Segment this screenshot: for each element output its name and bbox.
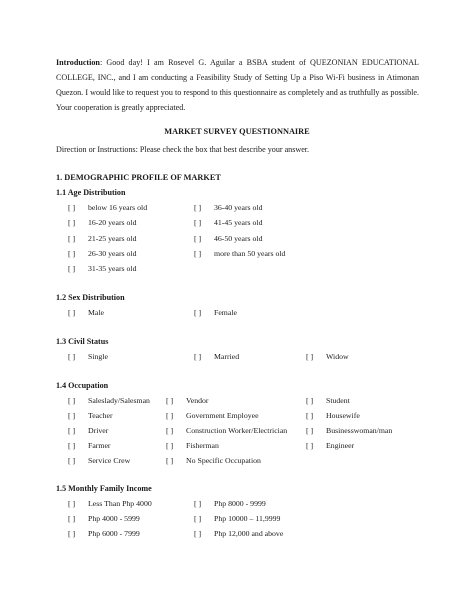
occupation-option[interactable]: [ ] Teacher xyxy=(68,411,113,420)
civil-option[interactable]: [ ] Single xyxy=(68,352,108,361)
checkbox[interactable]: [ ] xyxy=(68,456,76,465)
checkbox[interactable]: [ ] xyxy=(68,264,76,273)
sex-option[interactable]: [ ] Male xyxy=(68,308,105,317)
checkbox[interactable]: [ ] xyxy=(68,203,76,212)
checkbox[interactable]: [ ] xyxy=(194,514,202,523)
income-option[interactable]: [ ] Php 12,000 and above xyxy=(194,529,284,538)
checkbox[interactable]: [ ] xyxy=(194,218,202,227)
occupation-option[interactable]: [ ] Businesswoman/man xyxy=(306,426,393,435)
income-option[interactable]: [ ] Php 8000 - 9999 xyxy=(194,499,266,508)
checkbox[interactable]: [ ] xyxy=(306,352,314,361)
introduction-paragraph xyxy=(56,55,419,115)
checkbox[interactable]: [ ] xyxy=(68,218,76,227)
checkbox[interactable]: [ ] xyxy=(68,396,76,405)
income-heading: 1.5 Monthly Family Income xyxy=(56,484,152,493)
section-demographic-heading: 1. DEMOGRAPHIC PROFILE OF MARKET xyxy=(56,173,221,182)
occupation-option[interactable]: [ ] Fisherman xyxy=(166,441,219,450)
checkbox[interactable]: [ ] xyxy=(194,499,202,508)
checkbox[interactable]: [ ] xyxy=(166,411,174,420)
checkbox[interactable]: [ ] xyxy=(166,396,174,405)
checkbox[interactable]: [ ] xyxy=(68,234,76,243)
age-heading: 1.1 Age Distribution xyxy=(56,188,126,197)
age-option[interactable]: [ ] 26-30 years old xyxy=(68,249,137,258)
age-option[interactable]: [ ] more than 50 years old xyxy=(194,249,286,258)
age-option[interactable]: [ ] 21-25 years old xyxy=(68,234,137,243)
checkbox[interactable]: [ ] xyxy=(306,396,314,405)
checkbox[interactable]: [ ] xyxy=(194,249,202,258)
income-option[interactable]: [ ] Less Than Php 4000 xyxy=(68,499,152,508)
checkbox[interactable]: [ ] xyxy=(68,411,76,420)
income-option[interactable]: [ ] Php 4000 - 5999 xyxy=(68,514,140,523)
directions-text: Direction or Instructions: Please check the box that best describe your answer. xyxy=(56,145,310,154)
age-option[interactable]: [ ] 46-50 years old xyxy=(194,234,263,243)
checkbox[interactable]: [ ] xyxy=(166,426,174,435)
checkbox[interactable]: [ ] xyxy=(68,352,76,361)
occupation-option[interactable]: [ ] Government Employee xyxy=(166,411,259,420)
checkbox[interactable]: [ ] xyxy=(306,426,314,435)
age-option[interactable]: [ ] 41-45 years old xyxy=(194,218,263,227)
checkbox[interactable]: [ ] xyxy=(194,529,202,538)
occupation-option[interactable]: [ ] Student xyxy=(306,396,350,405)
sex-heading: 1.2 Sex Distribution xyxy=(56,293,125,302)
occupation-option[interactable]: [ ] Service Crew xyxy=(68,456,131,465)
income-option[interactable]: [ ] Php 6000 - 7999 xyxy=(68,529,140,538)
age-option[interactable]: [ ] 16-20 years old xyxy=(68,218,137,227)
introduction-label: Introduction xyxy=(56,58,100,67)
income-option[interactable]: [ ] Php 10000 – 11,9999 xyxy=(194,514,281,523)
civil-option[interactable]: [ ] Widow xyxy=(306,352,349,361)
checkbox[interactable]: [ ] xyxy=(194,234,202,243)
age-option[interactable]: [ ] 31-35 years old xyxy=(68,264,137,273)
checkbox[interactable]: [ ] xyxy=(68,529,76,538)
checkbox[interactable]: [ ] xyxy=(306,441,314,450)
civil-option[interactable]: [ ] Married xyxy=(194,352,240,361)
occupation-option[interactable]: [ ] Farmer xyxy=(68,441,111,450)
occupation-option[interactable]: [ ] Construction Worker/Electrician xyxy=(166,426,288,435)
checkbox[interactable]: [ ] xyxy=(68,441,76,450)
checkbox[interactable]: [ ] xyxy=(194,308,202,317)
occupation-option[interactable]: [ ] Saleslady/Salesman xyxy=(68,396,150,405)
occupation-option[interactable]: [ ] Housewife xyxy=(306,411,360,420)
checkbox[interactable]: [ ] xyxy=(68,249,76,258)
checkbox[interactable]: [ ] xyxy=(194,203,202,212)
occupation-option[interactable]: [ ] No Specific Occupation xyxy=(166,456,261,465)
checkbox[interactable]: [ ] xyxy=(166,456,174,465)
civil-heading: 1.3 Civil Status xyxy=(56,337,109,346)
occupation-option[interactable]: [ ] Driver xyxy=(68,426,109,435)
age-option[interactable]: [ ] below 16 years old xyxy=(68,203,148,212)
checkbox[interactable]: [ ] xyxy=(194,352,202,361)
occupation-heading: 1.4 Occupation xyxy=(56,381,109,390)
occupation-option[interactable]: [ ] Vendor xyxy=(166,396,209,405)
age-option[interactable]: [ ] 36-40 years old xyxy=(194,203,263,212)
introduction-text: : Good day! I am Rosevel G. Aguilar a BSBA student of QUEZONIAN EDUCATIONAL COLLEGE, INC., and I am conducting a Feasibility Study of Setting Up a Piso Wi-Fi business in Atimonan Quezon. I would like to request you to respond to this questionnaire as completely and as truthfully as possible. Your cooperation is greatly appreciated. xyxy=(56,58,419,112)
checkbox[interactable]: [ ] xyxy=(68,499,76,508)
questionnaire-title: MARKET SURVEY QUESTIONNAIRE xyxy=(164,127,310,136)
checkbox[interactable]: [ ] xyxy=(166,441,174,450)
sex-option[interactable]: [ ] Female xyxy=(194,308,237,317)
checkbox[interactable]: [ ] xyxy=(68,426,76,435)
checkbox[interactable]: [ ] xyxy=(68,308,76,317)
checkbox[interactable]: [ ] xyxy=(306,411,314,420)
occupation-option[interactable]: [ ] Engineer xyxy=(306,441,355,450)
checkbox[interactable]: [ ] xyxy=(68,514,76,523)
